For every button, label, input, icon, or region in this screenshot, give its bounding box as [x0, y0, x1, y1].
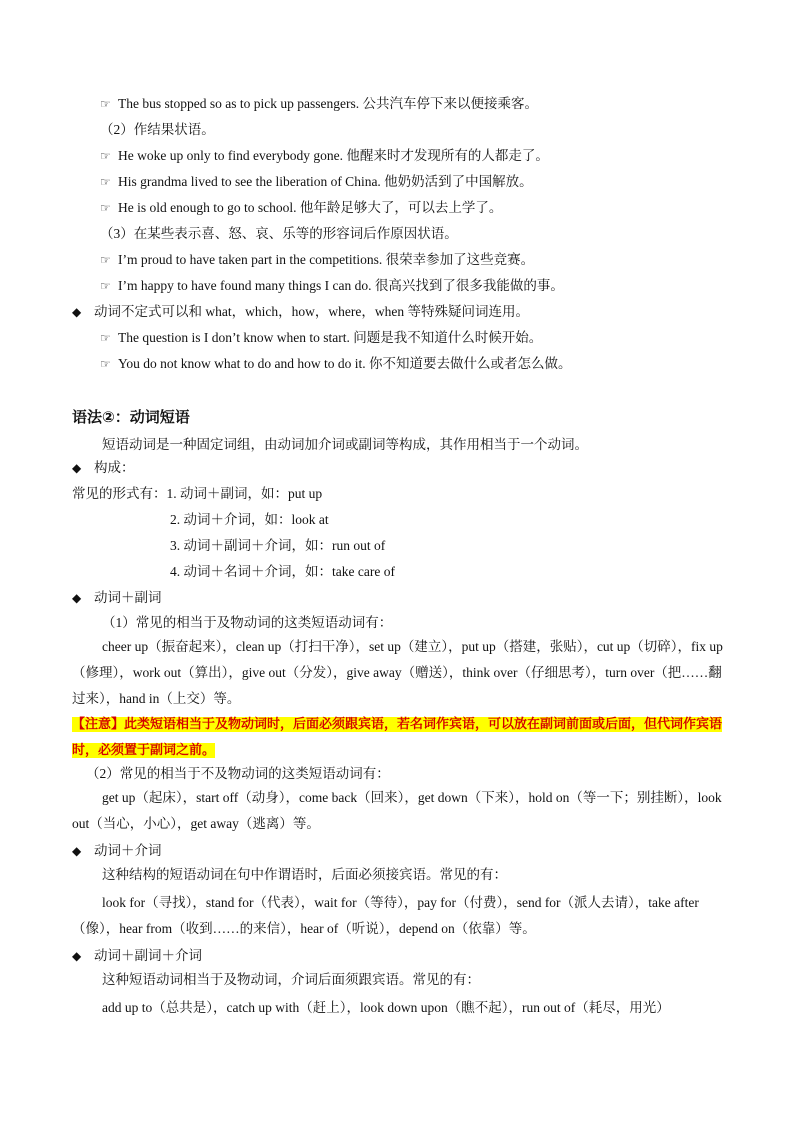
diamond-bullet-icon: ◆: [72, 591, 82, 605]
example-line: ☞ His grandma lived to see the liberation of China. 他奶奶活到了中国解放。: [100, 174, 533, 189]
adv-prep-intro-paragraph: 这种短语动词相当于及物动词，介词后面须跟宾语。常见的有：: [102, 972, 480, 987]
phrase-list-paragraph: cheer up（振奋起来），clean up（打扫干净），set up（建立），put up（搭建，张贴），cut up（切碎），fix up（修理），work out（算出），give out（分发），give away（赠送），think over（仔细思考），turn over（把……翻过来），hand in（上交）等。: [72, 639, 723, 706]
note-callout: [72, 712, 730, 764]
form-item: 4. 动词＋名词＋介词，如：take care of: [170, 564, 395, 579]
form-item: 2. 动词＋介词，如：look at: [170, 512, 329, 527]
pointing-hand-icon: ☞: [100, 279, 111, 293]
note-tag: 【注意】: [72, 717, 125, 732]
diamond-bullet-icon: ◆: [72, 461, 82, 475]
pointing-hand-icon: ☞: [100, 331, 111, 345]
example-line: ☞ He is old enough to go to school. 他年龄足够大了，可以去上学了。: [100, 200, 503, 215]
bullet-point: ◆ 动词不定式可以和 what，which，how，where，when 等特殊疑问词连用。: [72, 304, 529, 319]
subpoint-label: （1）常见的相当于及物动词的这类短语动词有：: [102, 615, 393, 630]
diamond-bullet-icon: ◆: [72, 949, 82, 963]
bullet-point: ◆ 动词＋介词: [72, 843, 162, 858]
subpoint-label: （2）作结果状语。: [100, 122, 215, 137]
example-line: ☞ He woke up only to find everybody gone. 他醒来时才发现所有的人都走了。: [100, 148, 549, 163]
subpoint-label: （2）常见的相当于不及物动词的这类短语动词有：: [86, 766, 390, 781]
pointing-hand-icon: ☞: [100, 149, 111, 163]
phrase-list-paragraph: look for（寻找），stand for（代表），wait for（等待），pay for（付费），send for（派人去请），take after（像），hear from（收到……的来信），hear of（听说），depend on（依靠）等。: [72, 895, 699, 936]
pointing-hand-icon: ☞: [100, 175, 111, 189]
intro-paragraph: 短语动词是一种固定词组，由动词加介词或副词等构成，其作用相当于一个动词。: [102, 437, 588, 452]
pointing-hand-icon: ☞: [100, 201, 111, 215]
example-line: ☞ I’m happy to have found many things I can do. 很高兴找到了很多我能做的事。: [100, 278, 564, 293]
pointing-hand-icon: ☞: [100, 97, 111, 111]
phrase-list-paragraph: get up（起床），start off（动身），come back（回来），get down（下来），hold on（等一下；别挂断），look out（当心，小心），get away（逃离）等。: [72, 790, 722, 831]
phrase-list-paragraph: add up to（总共是），catch up with（赶上），look down upon（瞧不起），run out of（耗尽，用光）: [102, 1000, 670, 1015]
example-line: ☞ I’m proud to have taken part in the competitions. 很荣幸参加了这些竞赛。: [100, 252, 535, 267]
pointing-hand-icon: ☞: [100, 357, 111, 371]
bullet-point: ◆ 构成：: [72, 460, 135, 475]
form-lead-line: 常见的形式有：1. 动词＋副词，如：put up: [72, 486, 323, 501]
pointing-hand-icon: ☞: [100, 253, 111, 267]
note-text: 此类短语相当于及物动词时，后面必须跟宾语，若名词作宾语，可以放在副词前面或后面，但代词作宾语时，必须置于副词之前。: [72, 717, 723, 758]
example-line: ☞ You do not know what to do and how to do it. 你不知道要去做什么或者怎么做。: [100, 356, 572, 371]
example-line: ☞ The question is I don’t know when to start. 问题是我不知道什么时候开始。: [100, 330, 543, 345]
bullet-point: ◆ 动词＋副词＋介词: [72, 948, 202, 963]
section-heading: 语法②：动词短语: [72, 408, 190, 426]
prep-intro-paragraph: 这种结构的短语动词在句中作谓语时，后面必须接宾语。常见的有：: [102, 867, 507, 882]
bullet-point: ◆ 动词＋副词: [72, 590, 162, 605]
example-line: ☞ The bus stopped so as to pick up passengers. 公共汽车停下来以便接乘客。: [100, 96, 538, 111]
form-item: 3. 动词＋副词＋介词，如：run out of: [170, 538, 386, 553]
subpoint-label: （3）在某些表示喜、怒、哀、乐等的形容词后作原因状语。: [100, 226, 458, 241]
diamond-bullet-icon: ◆: [72, 305, 82, 319]
diamond-bullet-icon: ◆: [72, 844, 82, 858]
